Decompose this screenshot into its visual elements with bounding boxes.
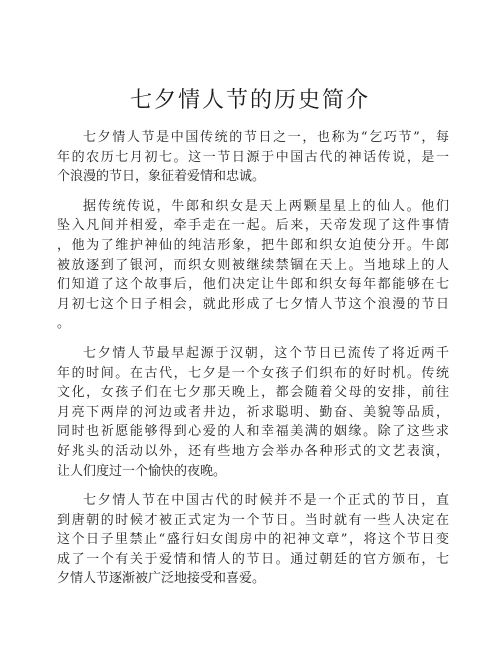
paragraph-2 bbox=[57, 197, 449, 334]
text-line: 。 bbox=[57, 316, 71, 332]
text-line: 年的时间。在古代，七夕是一个女孩子们织布的好时机。传统 bbox=[57, 365, 449, 381]
text-line: 据传统传说，牛郎和织女是天上两颗星星上的仙人。他们 bbox=[83, 198, 449, 214]
text-line: 七夕情人节最早起源于汉朝，这个节日已流传了将近两千 bbox=[83, 345, 449, 361]
text-line: 让人们度过一个愉快的夜晚。 bbox=[57, 463, 227, 479]
text-line: 文化，女孩子们在七夕那天晚上，都会随着父母的安排，前往 bbox=[57, 385, 449, 401]
text-line: 被放逐到了银河，而织女则被继续禁锢在天上。当地球上的人 bbox=[57, 257, 449, 273]
text-line: 夕情人节逐渐被广泛地接受和喜爱。 bbox=[57, 571, 266, 587]
text-line: 月亮下两岸的河边或者井边，祈求聪明、勤奋、美貌等品质， bbox=[57, 404, 449, 420]
text-line: ，他为了维护神仙的纯洁形象，把牛郎和织女迫使分开。牛郎 bbox=[57, 237, 449, 253]
text-line: 月初七这个日子相会，就此形成了七夕情人节这个浪漫的节日 bbox=[57, 296, 449, 312]
text-line: 们知道了这个故事后，他们决定让牛郎和织女每年都能够在七 bbox=[57, 277, 449, 293]
text-line: 坠入凡间并相爱，牵手走在一起。后来，天帝发现了这件事情 bbox=[57, 218, 449, 234]
text-line: 好兆头的活动以外，还有些地方会举办各种形式的文艺表演， bbox=[57, 443, 449, 459]
text-line: 成了一个有关于爱情和情人的节日。通过朝廷的官方颁布，七 bbox=[57, 551, 449, 567]
paragraph-3 bbox=[57, 344, 449, 481]
text-line: 七夕情人节在中国古代的时候并不是一个正式的节日，直 bbox=[83, 493, 449, 509]
text-line: 个浪漫的节日，象征着爱情和忠诚。 bbox=[57, 169, 266, 185]
text-line: 七夕情人节是中国传统的节日之一，也称为“乞巧节”，每 bbox=[83, 130, 449, 145]
text-line: 同时也祈愿能够得到心爱的人和幸福美满的姻缘。除了这些求 bbox=[57, 424, 449, 440]
paragraph-4 bbox=[57, 491, 449, 589]
text-line: 到唐朝的时候才被正式定为一个节日。当时就有一些人决定在 bbox=[57, 512, 449, 528]
document-body bbox=[57, 128, 449, 599]
text-line: 年的农历七月初七。这一节日源于中国古代的神话传说，是一 bbox=[57, 149, 449, 165]
paragraph-1 bbox=[57, 128, 449, 187]
text-line: 这个日子里禁止“盛行妇女闺房中的祀神文章”，将这个节日变 bbox=[57, 532, 449, 548]
document-title: 七夕情人节的历史简介 bbox=[129, 88, 370, 113]
